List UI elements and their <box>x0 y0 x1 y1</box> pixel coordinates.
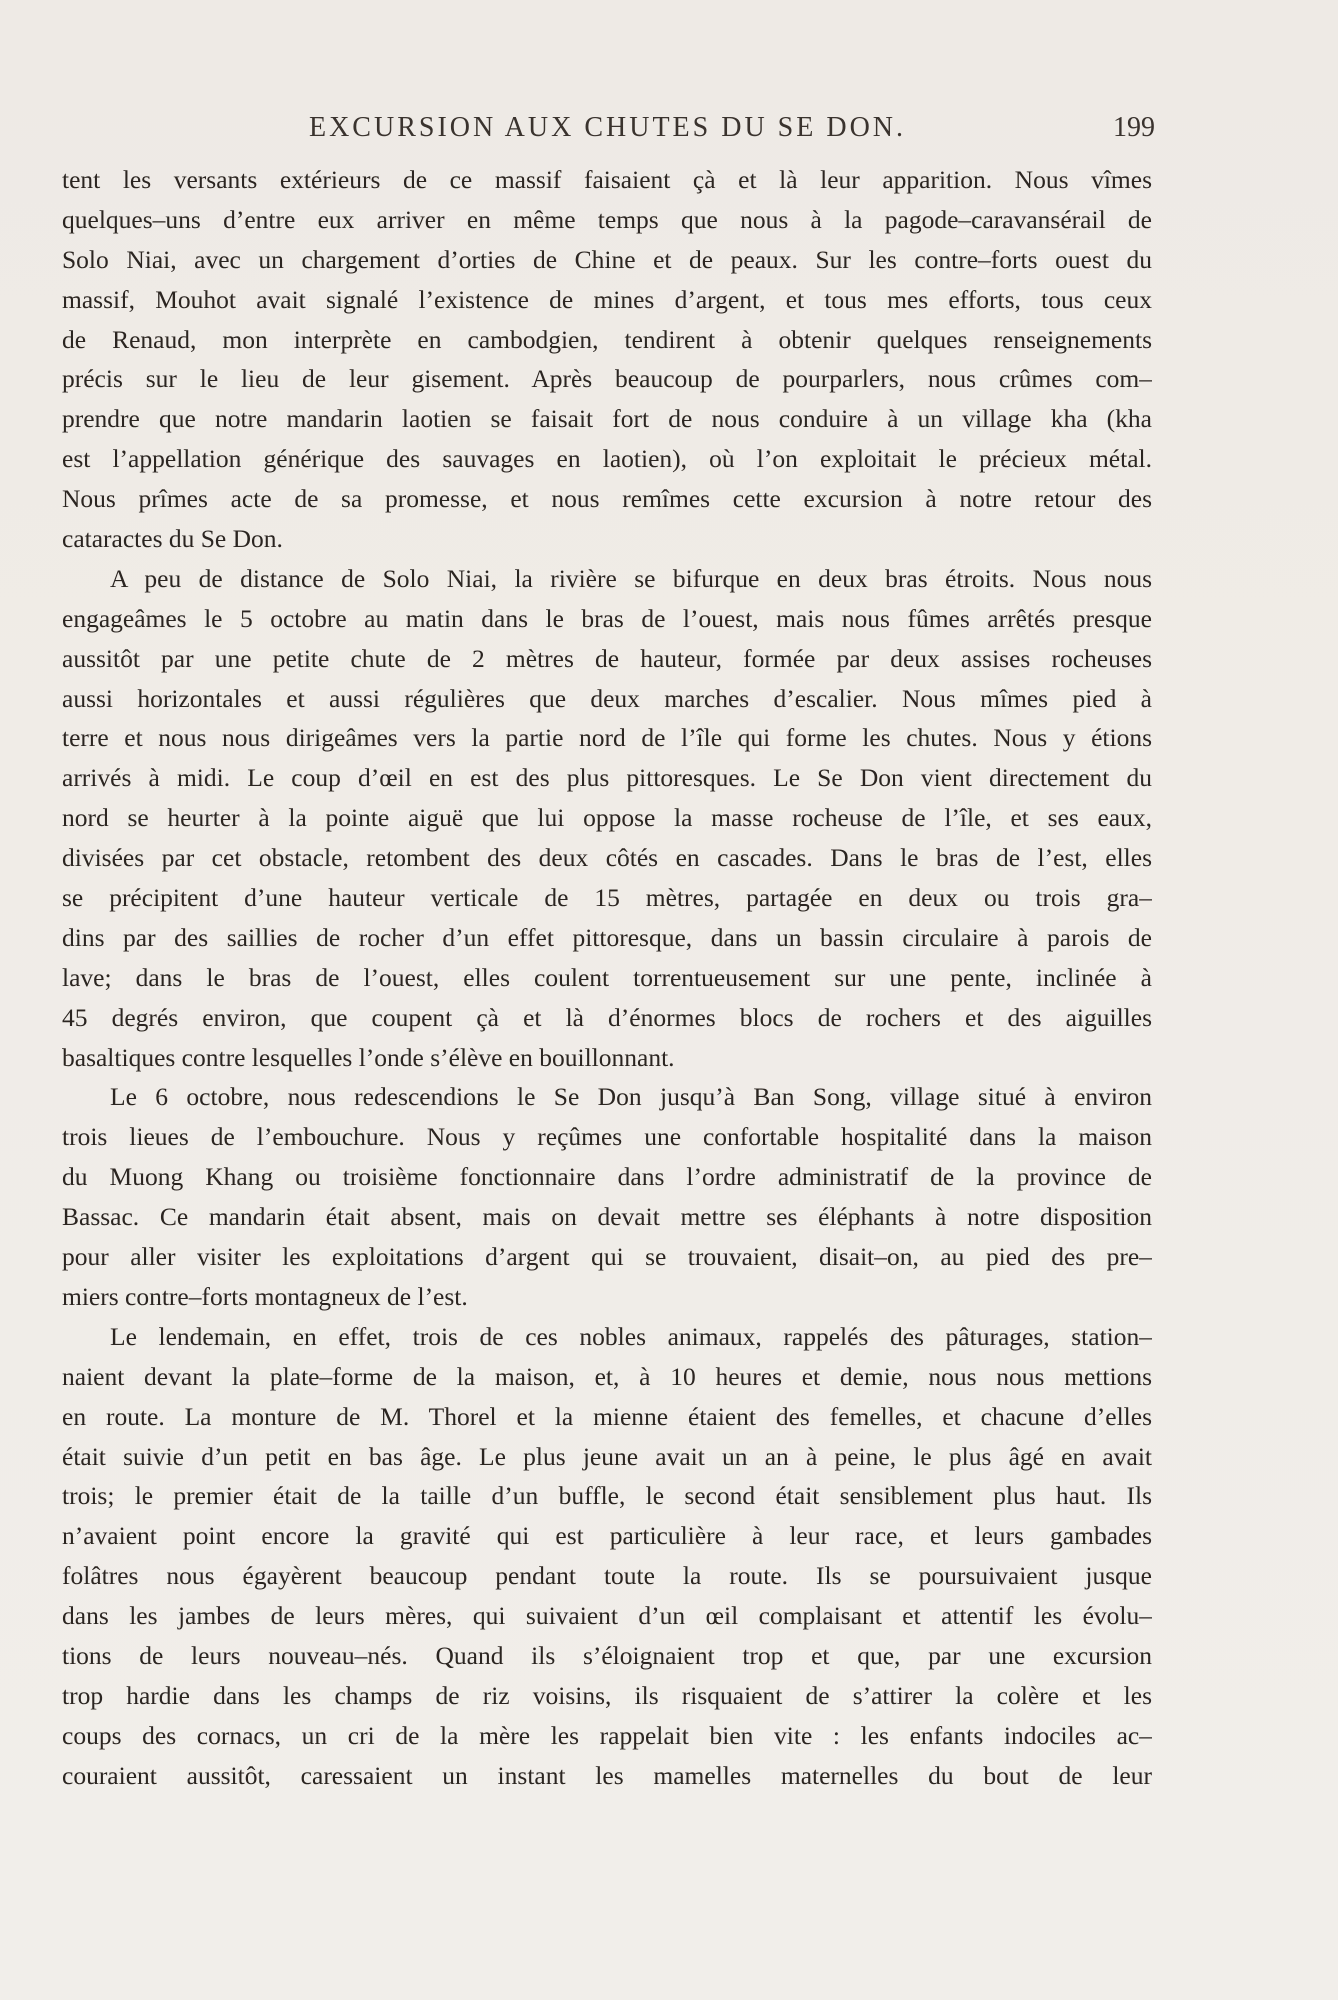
text-line: était suivie d’un petit en bas âge. Le plus jeune avait un an à peine, le plus âgé en avait <box>62 1441 1152 1471</box>
text-line: lave; dans le bras de l’ouest, elles coulent torrentueusement sur une pente, inclinée à <box>62 962 1152 992</box>
text-line: précis sur le lieu de leur gisement. Après beaucoup de pourparlers, nous crûmes com– <box>62 364 1152 394</box>
text-line: 45 degrés environ, que coupent çà et là d’énormes blocs de rochers et des aiguilles <box>62 1002 1152 1032</box>
text-line: A peu de distance de Solo Niai, la rivière se bifurque en deux bras étroits. Nous nous <box>110 563 1152 593</box>
text-line: trop hardie dans les champs de riz voisins, ils risquaient de s’attirer la colère et les <box>62 1680 1152 1710</box>
text-line: naient devant la plate–forme de la maison, et, à 10 heures et demie, nous nous mettions <box>62 1361 1152 1391</box>
text-line: Le 6 octobre, nous redescendions le Se Don jusqu’à Ban Song, village situé à environ <box>110 1082 1152 1112</box>
page-number: 199 <box>1113 112 1155 143</box>
text-line: tions de leurs nouveau–nés. Quand ils s’éloignaient trop et que, par une excursion <box>62 1640 1152 1670</box>
text-line: arrivés à midi. Le coup d’œil en est des plus pittoresques. Le Se Don vient directement du <box>62 763 1152 793</box>
text-line: prendre que notre mandarin laotien se faisait fort de nous conduire à un village kha (kha <box>62 404 1152 434</box>
running-title: EXCURSION AUX CHUTES DU SE DON. <box>308 112 907 143</box>
text-line: nord se heurter à la pointe aiguë que lui oppose la masse rocheuse de l’île, et ses eaux, <box>62 803 1152 833</box>
text-line: aussitôt par une petite chute de 2 mètres de hauteur, formée par deux assises rocheuses <box>62 643 1152 673</box>
text-line: dans les jambes de leurs mères, qui suivaient d’un œil complaisant et attentif les évolu– <box>62 1601 1152 1631</box>
text-line: trois; le premier était de la taille d’un buffle, le second était sensiblement plus haut. Ils <box>62 1481 1152 1511</box>
text-line: pour aller visiter les exploitations d’argent qui se trouvaient, disait–on, au pied des pre– <box>62 1242 1152 1272</box>
text-line: coups des cornacs, un cri de la mère les rappelait bien vite : les enfants indociles ac– <box>62 1720 1152 1750</box>
text-line: quelques–uns d’entre eux arriver en même temps que nous à la pagode–caravansérail de <box>62 204 1152 234</box>
text-line: miers contre–forts montagneux de l’est. <box>62 1281 468 1311</box>
text-line: aussi horizontales et aussi régulières que deux marches d’escalier. Nous mîmes pied à <box>62 683 1152 713</box>
running-head <box>60 112 1155 152</box>
text-line: terre et nous nous dirigeâmes vers la partie nord de l’île qui forme les chutes. Nous y étions <box>62 723 1152 753</box>
text-line: basaltiques contre lesquelles l’onde s’élève en bouillonnant. <box>62 1042 675 1072</box>
text-line: n’avaient point encore la gravité qui est particulière à leur race, et leurs gambades <box>62 1521 1152 1551</box>
text-line: se précipitent d’une hauteur verticale de 15 mètres, partagée en deux ou trois gra– <box>62 883 1152 913</box>
text-line: couraient aussitôt, caressaient un instant les mamelles maternelles du bout de leur <box>62 1760 1152 1790</box>
text-line: Le lendemain, en effet, trois de ces nobles animaux, rappelés des pâturages, station– <box>110 1321 1152 1351</box>
body-text <box>62 160 1152 1796</box>
text-line: est l’appellation générique des sauvages en laotien), où l’on exploitait le précieux métal. <box>62 444 1152 474</box>
text-line: divisées par cet obstacle, retombent des deux côtés en cascades. Dans le bras de l’est, elles <box>62 843 1152 873</box>
text-line: cataractes du Se Don. <box>62 524 283 554</box>
text-line: massif, Mouhot avait signalé l’existence de mines d’argent, et tous mes efforts, tous ceux <box>62 284 1152 314</box>
text-line: Bassac. Ce mandarin était absent, mais on devait mettre ses éléphants à notre disposition <box>62 1202 1152 1232</box>
text-line: trois lieues de l’embouchure. Nous y reçûmes une confortable hospitalité dans la maison <box>62 1122 1152 1152</box>
text-line: dins par des saillies de rocher d’un effet pittoresque, dans un bassin circulaire à parois de <box>62 922 1152 952</box>
text-line: Solo Niai, avec un chargement d’orties de Chine et de peaux. Sur les contre–forts ouest du <box>62 244 1152 274</box>
text-line: en route. La monture de M. Thorel et la mienne étaient des femelles, et chacune d’elles <box>62 1401 1152 1431</box>
text-line: folâtres nous égayèrent beaucoup pendant toute la route. Ils se poursuivaient jusque <box>62 1561 1152 1591</box>
text-line: tent les versants extérieurs de ce massif faisaient çà et là leur apparition. Nous vîmes <box>62 165 1152 194</box>
text-line: de Renaud, mon interprète en cambodgien, tendirent à obtenir quelques renseignements <box>62 324 1152 354</box>
text-line: du Muong Khang ou troisième fonctionnaire dans l’ordre administratif de la province de <box>62 1162 1152 1192</box>
text-line: engageâmes le 5 octobre au matin dans le bras de l’ouest, mais nous fûmes arrêtés presque <box>62 603 1152 633</box>
text-line: Nous prîmes acte de sa promesse, et nous remîmes cette excursion à notre retour des <box>62 484 1152 514</box>
